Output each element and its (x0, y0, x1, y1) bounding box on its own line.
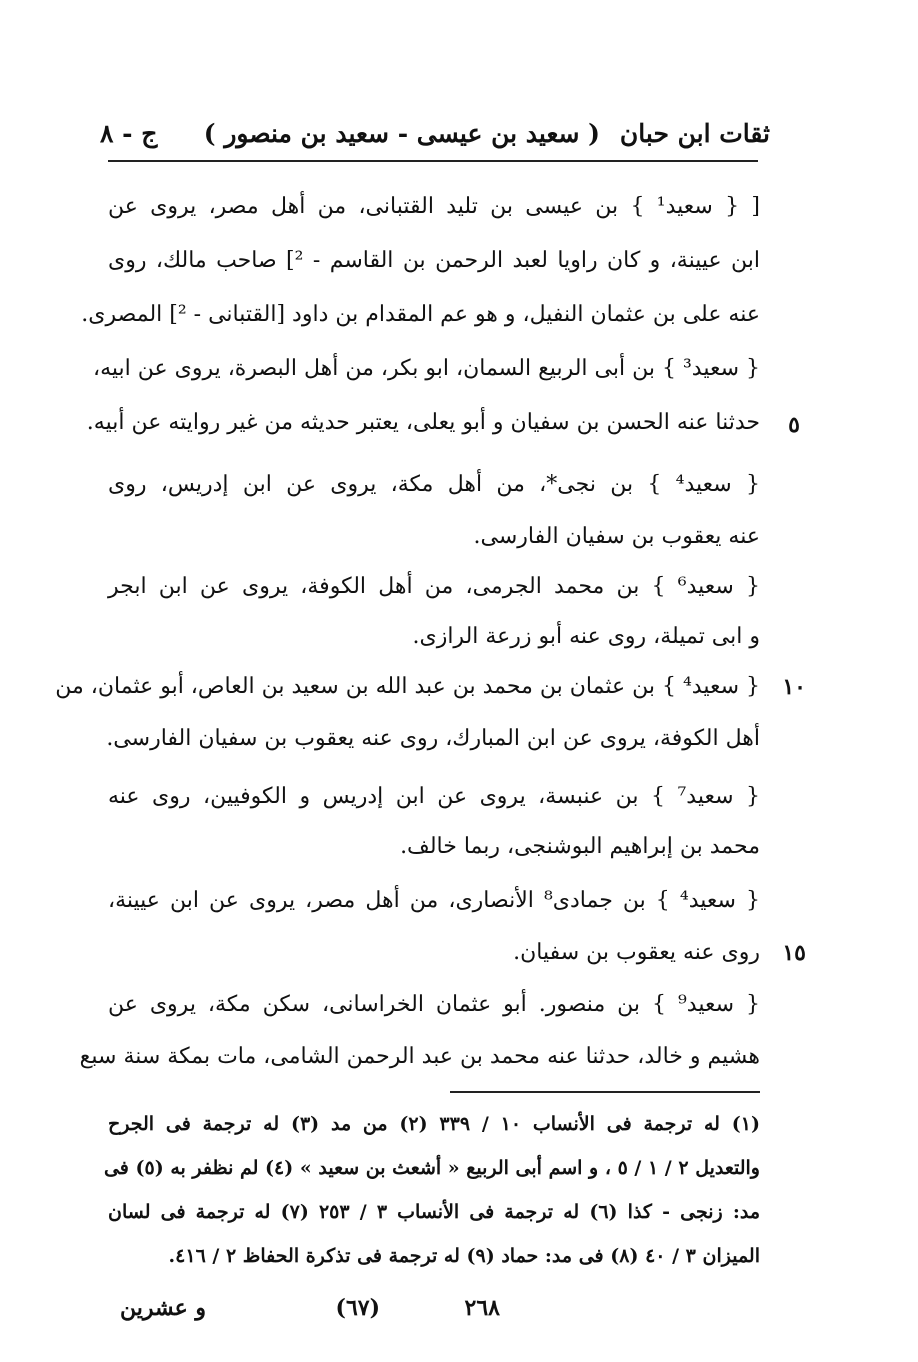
page-number: ٢٦٨ (464, 1295, 500, 1321)
text-line: { سعيد⁷ } بن عنبسة، يروى عن ابن إدريس و الكوفيين، روى عنه (108, 784, 760, 809)
page-footer (120, 1288, 500, 1328)
footnote-line: والتعديل ٢ / ١ / ٥ ، و اسم أبى الربيع « أشعث بن سعيد » (٤) لم نظفر به (٥) فى (103, 1157, 760, 1179)
running-header (100, 112, 770, 156)
line-number: ١٠ (782, 674, 806, 700)
line-number: ١٥ (782, 940, 806, 966)
text-line: روى عنه يعقوب بن سفيان. (513, 940, 760, 965)
footnote-line: الميزان ٣ / ٤٠ (٨) فى مد: حماد (٩) له ترجمة فى تذكرة الحفاظ ٢ / ٤١٦. (168, 1245, 760, 1267)
text-line: { سعيد⁴ } بن نجى*، من أهل مكة، يروى عن ابن إدريس، روى (108, 472, 760, 497)
text-line: [ { سعيد¹ } بن عيسى بن تليد القتبانى، من أهل مصر، يروى عن (108, 194, 760, 219)
footnote-rule (450, 1091, 760, 1093)
line-number: ٥ (788, 412, 800, 438)
section-title: ( سعيد بن عيسى - سعيد بن منصور ) (203, 119, 600, 148)
header-rule (108, 160, 758, 162)
text-line: { سعيد⁹ } بن منصور. أبو عثمان الخراسانى، سكن مكة، يروى عن (108, 992, 760, 1017)
volume-label: ج - ٨ (100, 119, 158, 148)
footnote-line: (١) له ترجمة فى الأنساب ١٠ / ٣٣٩ (٢) من مد (٣) له ترجمة فى الجرح (108, 1113, 760, 1135)
text-line: { سعيد⁶ } بن محمد الجرمى، من أهل الكوفة، يروى عن ابن ابجر (108, 574, 760, 599)
text-line: هشيم و خالد، حدثنا عنه محمد بن عبد الرحمن الشامى، مات بمكة سنة سبع (79, 1044, 760, 1069)
text-line: و ابى تميلة، روى عنه أبو زرعة الرازى. (412, 624, 760, 649)
text-line: عنه على بن عثمان النفيل، و هو عم المقدام بن داود [القتبانى - ²] المصرى. (81, 302, 760, 327)
text-line: ابن عيينة، و كان راويا لعبد الرحمن بن القاسم - ²] صاحب مالك، روى (108, 248, 761, 273)
text-line: أهل الكوفة، يروى عن ابن المبارك، روى عنه يعقوب بن سفيان الفارسى. (106, 726, 760, 751)
text-line: محمد بن إبراهيم البوشنجى، ربما خالف. (400, 834, 760, 859)
signature-mark: و عشرين (120, 1295, 207, 1321)
text-line: حدثنا عنه الحسن بن سفيان و أبو يعلى، يعتبر حديثه من غير روايته عن أبيه. (86, 410, 760, 435)
footnote-line: مد: زنجى - كذا (٦) له ترجمة فى الأنساب ٣ / ٢٥٣ (٧) له ترجمة فى لسان (108, 1201, 760, 1223)
sheet-number: (٦٧) (335, 1295, 380, 1321)
book-title: ثقات ابن حبان (619, 119, 770, 148)
text-line: { سعيد⁴ } بن جمادى⁸ الأنصارى، من أهل مصر، يروى عن ابن عيينة، (108, 888, 760, 913)
text-line: عنه يعقوب بن سفيان الفارسى. (473, 524, 760, 549)
text-line: { سعيد⁴ } بن عثمان بن محمد بن عبد الله بن سعيد بن العاص، أبو عثمان، من (55, 674, 760, 699)
text-line: { سعيد³ } بن أبى الربيع السمان، ابو بكر، من أهل البصرة، يروى عن ابيه، (92, 356, 760, 381)
